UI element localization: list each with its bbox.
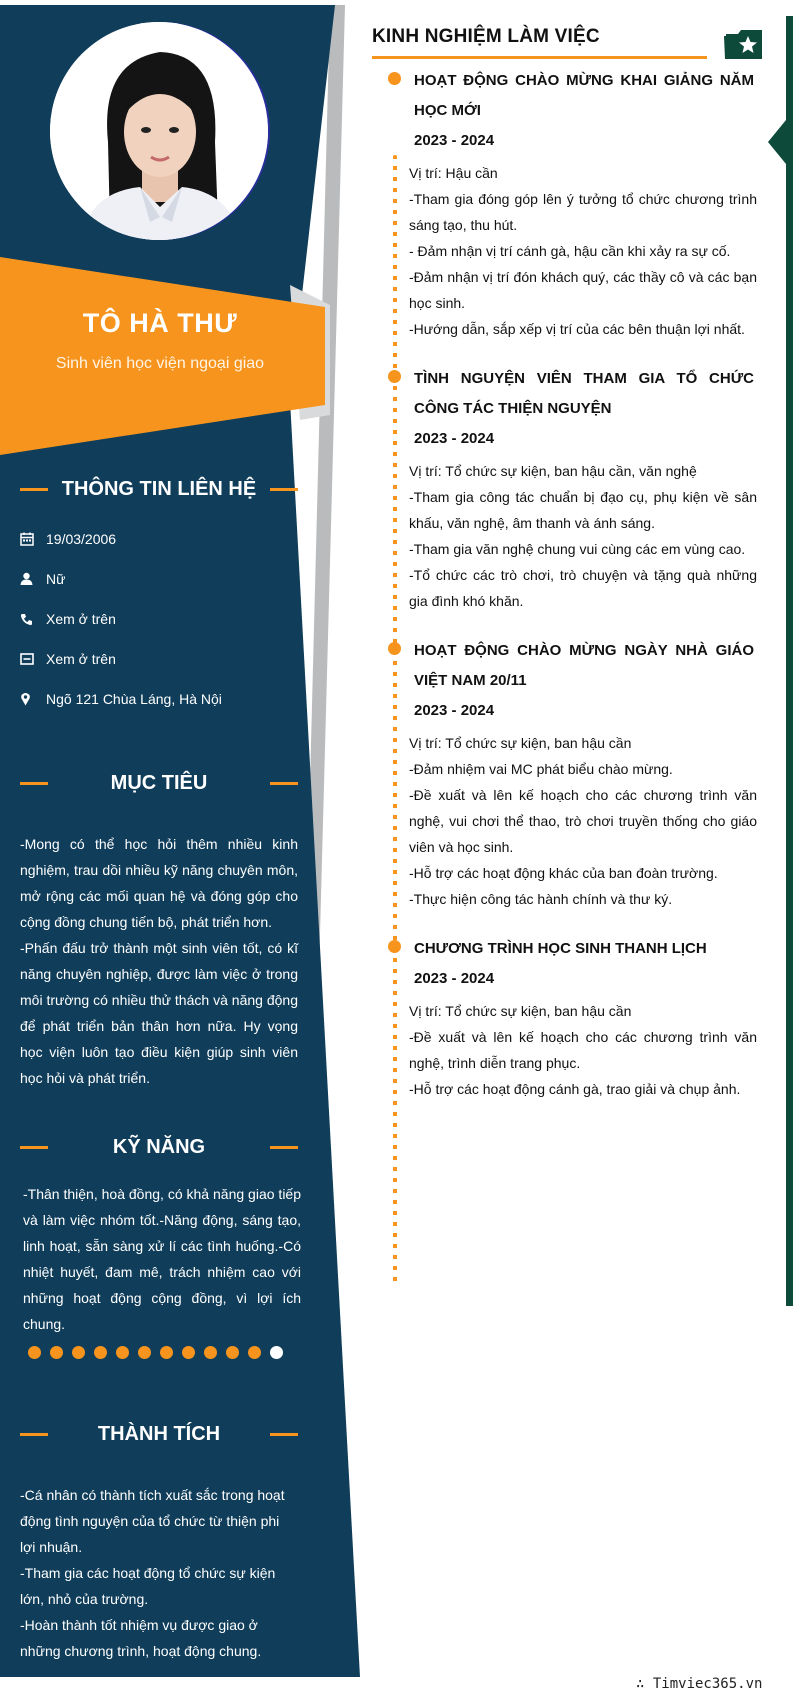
contact-address [20,691,310,707]
timeline-bullet [388,370,401,383]
birthday-text: 19/03/2006 [46,531,117,547]
job-line: Vị trí: Hậu cần [409,165,498,181]
job-line: -Tổ chức các trò chơi, trò chuyện và tặng quà những gia đình khó khăn. [409,567,757,609]
title-dash-right [270,782,298,785]
email-text: Xem ở trên [46,651,116,667]
achievements-section-title [20,1419,298,1449]
objective-text: -Mong có thể học hỏi thêm nhiều kinh nghiệm, trau dồi nhiều kỹ năng chuyên môn, mở rộng các mối quan hệ và đóng góp cho cộng đồng chung tiến bộ, phát triển hơn. -Phấn đấu trở thành một sinh viên tốt, có kĩ năng chuyên nghiệp, được làm việc ở trong môi trường có nhiều thử thách và năng động để phát triển bản thân hơn nữa. Hy vọng học viện luôn tạo điều kiện giúp sinh viên học hỏi và phát triển. [20,836,298,1086]
rating-dot-filled [138,1346,151,1359]
candidate-name: TÔ HÀ THƯ [82,308,238,338]
skills-title-text: KỸ NĂNG [112,1135,206,1158]
rating-dot-filled [248,1346,261,1359]
job-line: Vị trí: Tổ chức sự kiện, ban hậu cần [409,735,632,751]
phone-text: Xem ở trên [46,611,116,627]
rating-dot-filled [116,1346,129,1359]
skill-rating [28,1346,283,1359]
avatar [50,22,268,240]
job-entry [388,66,758,342]
skills-section-title [20,1132,298,1162]
job-line: -Hỗ trợ các hoạt động khác của ban đoàn trường. [409,865,718,881]
user-icon [20,571,46,587]
job-line: -Tham gia đóng góp lên ý tưởng tổ chức chương trình sáng tạo, thu hút. [409,191,757,233]
folder-star-icon [724,26,764,67]
experience-underline [372,56,707,59]
rating-dot-filled [50,1346,63,1359]
job-entry [388,636,758,912]
job-details [409,730,757,912]
rating-dot-filled [28,1346,41,1359]
job-line: -Đề xuất và lên kế hoạch cho các chương trình văn nghệ, vui chơi thể thao, trò chơi truyền thống cho giáo viên và học sinh. [409,787,757,855]
rating-dot-filled [182,1346,195,1359]
job-line: -Tham gia công tác chuẩn bị đạo cụ, phụ kiện về sân khấu, văn nghệ, âm thanh và ánh sáng. [409,489,757,531]
job-title: CHƯƠNG TRÌNH HỌC SINH THANH LỊCH [414,940,707,957]
title-dash-left [20,1146,48,1149]
achievements-text: -Cá nhân có thành tích xuất sắc trong hoạt động tình nguyện của tổ chức từ thiện phi lợi nhuận. -Tham gia các hoạt động tổ chức sự kiện lớn, nhỏ của trường. -Hoàn thành tốt nhiệm vụ được giao ở những chương trình, hoạt động chung. [20,1487,285,1659]
phone-icon [20,611,46,627]
timeline-bullet [388,72,401,85]
title-dash-left [20,782,48,785]
job-details [409,458,757,614]
title-dash-left [20,488,48,491]
job-line: Vị trí: Tổ chức sự kiện, ban hậu cần [409,1003,632,1019]
job-line: -Thực hiện công tác hành chính và thư ký. [409,891,673,907]
contact-birthday [20,531,310,547]
candidate-role: Sinh viên học viện ngoại giao [55,355,265,372]
title-dash-right [270,1146,298,1149]
job-line: -Đảm nhiệm vai MC phát biểu chào mừng. [409,761,673,777]
job-entry [388,934,758,1102]
job-line: -Tham gia văn nghệ chung vui cùng các em vùng cao. [409,541,746,557]
rating-dot-filled [226,1346,239,1359]
contact-gender [20,571,310,587]
objective-title-text: MỤC TIÊU [110,771,208,794]
gender-text: Nữ [46,571,66,587]
job-entry [388,364,758,614]
job-line: -Hỗ trợ các hoạt động cánh gà, trao giải và chụp ảnh. [409,1081,741,1097]
job-line: Vị trí: Tổ chức sự kiện, ban hậu cần, văn nghệ [409,463,697,479]
achievements-title-text: THÀNH TÍCH [97,1422,221,1445]
job-details [409,998,757,1102]
mail-icon [20,651,46,667]
job-year: 2023 - 2024 [414,430,495,447]
job-year: 2023 - 2024 [414,970,495,987]
contact-phone [20,611,310,627]
objective-section-title [20,768,298,798]
right-edge-notch [768,120,786,164]
location-icon [20,691,46,707]
timeline-bullet [388,940,401,953]
right-edge-bar [786,16,793,1306]
job-year: 2023 - 2024 [414,132,495,149]
profile-photo [50,22,268,240]
contact-title-text: THÔNG TIN LIÊN HỆ [61,477,257,500]
timeline-bullet [388,642,401,655]
watermark: ∴ Timviec365.vn [636,1676,763,1692]
contact-email [20,651,310,667]
rating-dot-empty [270,1346,283,1359]
rating-dot-filled [94,1346,107,1359]
job-title: HOẠT ĐỘNG CHÀO MỪNG NGÀY NHÀ GIÁO VIỆT NAM 20/11 [414,642,754,689]
job-line: -Hướng dẫn, sắp xếp vị trí của các bên thuận lợi nhất. [409,321,745,337]
rating-dot-filled [72,1346,85,1359]
calendar-icon [20,531,46,547]
job-year: 2023 - 2024 [414,702,495,719]
title-dash-right [270,1433,298,1436]
job-title: HOẠT ĐỘNG CHÀO MỪNG KHAI GIẢNG NĂM HỌC MỚI [414,72,754,119]
job-title: TÌNH NGUYỆN VIÊN THAM GIA TỔ CHỨC CÔNG TÁC THIỆN NGUYỆN [414,370,754,417]
title-dash-left [20,1433,48,1436]
contact-section-title [20,474,298,504]
job-line: -Đề xuất và lên kế hoạch cho các chương trình văn nghệ, trình diễn trang phục. [409,1029,757,1071]
title-dash-right [270,488,298,491]
job-line: - Đảm nhận vị trí cánh gà, hậu cần khi xảy ra sự cố. [409,243,731,259]
rating-dot-filled [160,1346,173,1359]
job-details [409,160,757,342]
address-text: Ngõ 121 Chùa Láng, Hà Nội [46,691,222,707]
experience-title: KINH NGHIỆM LÀM VIỆC [372,26,600,47]
skills-text: -Thân thiện, hoà đồng, có khả năng giao tiếp và làm việc nhóm tốt.-Năng động, sáng tạo, linh hoạt, sẵn sàng xử lí các tình huống.-Có nhiệt huyết, đam mê, trách nhiệm cao với những hoạt động cộng đồng, vì lợi ích chung. [23,1186,301,1332]
rating-dot-filled [204,1346,217,1359]
job-line: -Đảm nhận vị trí đón khách quý, các thầy cô và các bạn học sinh. [409,269,757,311]
